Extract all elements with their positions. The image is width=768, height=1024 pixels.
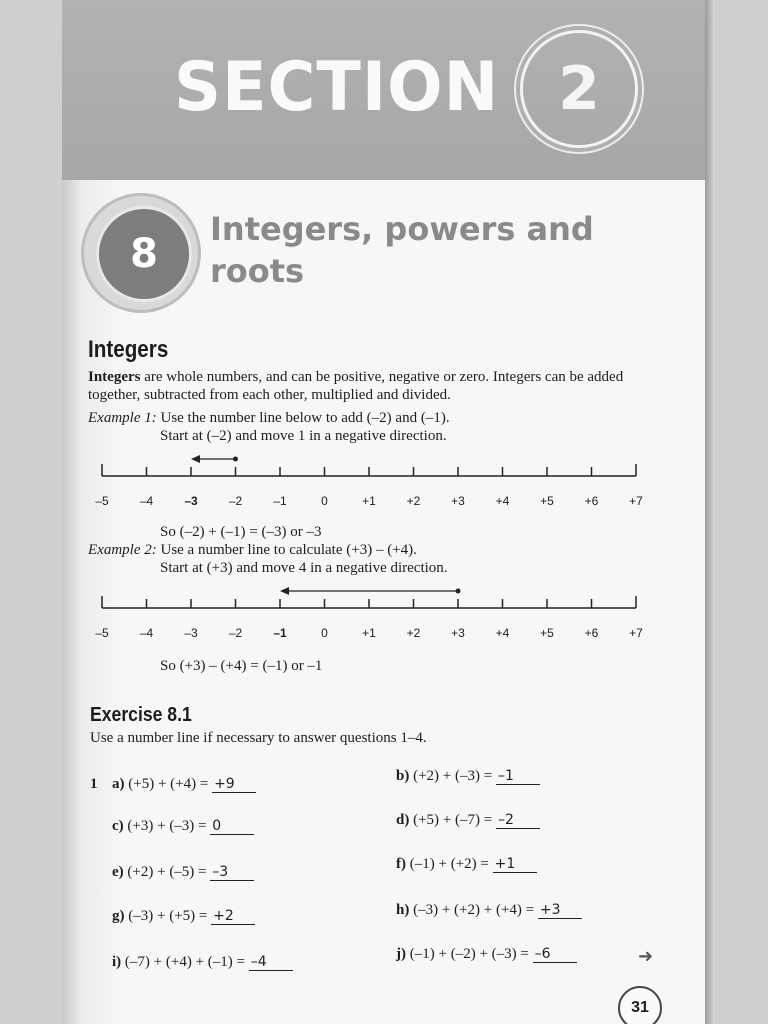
- number-line-label: –4: [139, 494, 154, 508]
- number-line-1-drawing: [94, 452, 674, 486]
- section-number-badge: 2: [520, 30, 638, 148]
- number-line-label: –1: [273, 494, 287, 508]
- number-line-label: +1: [362, 626, 376, 640]
- number-line-label: –2: [228, 494, 243, 508]
- number-line-arrow-head: [191, 455, 200, 463]
- exercise-item-a: a) (+5) + (+4) = +9: [112, 776, 256, 793]
- number-line-label: +4: [495, 494, 510, 508]
- example2-label: Example 2:: [88, 542, 157, 558]
- example2-prompt: Use a number line to calculate (+3) – (+4).: [160, 542, 417, 558]
- number-line-label: 0: [321, 494, 328, 508]
- number-line-2-drawing: [94, 584, 674, 618]
- exercise-item-i: i) (–7) + (+4) + (–1) = –4: [112, 954, 293, 971]
- exercise-item-c: c) (+3) + (–3) = 0: [112, 818, 254, 835]
- number-line-label: +3: [451, 626, 465, 640]
- example2-result: So (+3) – (+4) = (–1) or –1: [160, 658, 323, 674]
- answer-field[interactable]: +1: [493, 856, 537, 873]
- example1-result: So (–2) + (–1) = (–3) or –3: [160, 524, 322, 540]
- number-line-start-dot: [456, 589, 461, 594]
- number-line-label: +7: [629, 626, 643, 640]
- number-line-label: +5: [540, 494, 554, 508]
- exercise-item-h: h) (–3) + (+2) + (+4) = +3: [396, 902, 582, 919]
- answer-field[interactable]: –1: [496, 768, 540, 785]
- answer-field[interactable]: 0: [210, 818, 254, 835]
- number-line-label: +2: [406, 494, 421, 508]
- number-line-label: +3: [451, 494, 465, 508]
- section-title: SECTION: [174, 48, 500, 127]
- answer-field[interactable]: –4: [249, 954, 293, 971]
- number-line-label: +1: [362, 494, 376, 508]
- exercise-item-j: j) (–1) + (–2) + (–3) = –6: [396, 946, 577, 963]
- example1-instruction: Start at (–2) and move 1 in a negative direction.: [160, 428, 447, 444]
- right-arrow-icon[interactable]: ➜: [638, 946, 654, 967]
- exercise-item-e: e) (+2) + (–5) = –3: [112, 864, 254, 881]
- number-line-label: –3: [184, 494, 198, 508]
- exercise-item-g: g) (–3) + (+5) = +2: [112, 908, 255, 925]
- answer-field[interactable]: –3: [210, 864, 254, 881]
- number-line-label: –3: [184, 626, 198, 640]
- number-line-2: [94, 584, 674, 644]
- integers-definition: [88, 368, 648, 404]
- number-line-label: +5: [540, 626, 554, 640]
- definition-term: Integers: [88, 369, 141, 385]
- question-number: 1: [90, 776, 98, 792]
- number-line-arrow-head: [280, 587, 289, 595]
- example1-prompt-line: [88, 410, 450, 427]
- definition-text: are whole numbers, and can be positive, negative or zero. Integers can be added together, subtracted from each other, multiplied and divided.: [88, 369, 624, 403]
- exercise-title: Exercise 8.1: [90, 704, 192, 726]
- number-line-label: +2: [406, 626, 421, 640]
- page-number: 31: [618, 986, 662, 1024]
- answer-field[interactable]: –2: [496, 812, 540, 829]
- number-line-label: –4: [139, 626, 154, 640]
- number-line-label: –5: [95, 494, 109, 508]
- example2-prompt-line: [88, 542, 417, 559]
- exercise-instruction: Use a number line if necessary to answer questions 1–4.: [90, 730, 427, 746]
- number-line-label: +6: [584, 494, 599, 508]
- exercise-item-f: f) (–1) + (+2) = +1: [396, 856, 537, 873]
- number-line-label: +7: [629, 494, 643, 508]
- number-line-start-dot: [233, 457, 238, 462]
- number-line-label: +4: [495, 626, 510, 640]
- integers-heading: Integers: [88, 336, 169, 363]
- number-line-label: –2: [228, 626, 243, 640]
- answer-field[interactable]: –6: [533, 946, 577, 963]
- textbook-page: [62, 0, 710, 1024]
- exercise-item-b: b) (+2) + (–3) = –1: [396, 768, 540, 785]
- number-line-label: –1: [273, 626, 287, 640]
- answer-field[interactable]: +3: [538, 902, 582, 919]
- chapter-number-badge: 8: [96, 206, 192, 302]
- number-line-label: –5: [95, 626, 109, 640]
- example1-prompt: Use the number line below to add (–2) and (–1).: [160, 410, 450, 426]
- chapter-title: Integers, powers and roots: [210, 210, 594, 290]
- number-line-1: [94, 452, 674, 512]
- example2-instruction: Start at (+3) and move 4 in a negative direction.: [160, 560, 448, 576]
- answer-field[interactable]: +2: [211, 908, 255, 925]
- answer-field[interactable]: +9: [212, 776, 256, 793]
- page-edge-shadow: [705, 0, 715, 1024]
- section-banner: [62, 0, 710, 180]
- exercise-item-d: d) (+5) + (–7) = –2: [396, 812, 540, 829]
- number-line-label: 0: [321, 626, 328, 640]
- example1-label: Example 1:: [88, 410, 157, 426]
- number-line-label: +6: [584, 626, 599, 640]
